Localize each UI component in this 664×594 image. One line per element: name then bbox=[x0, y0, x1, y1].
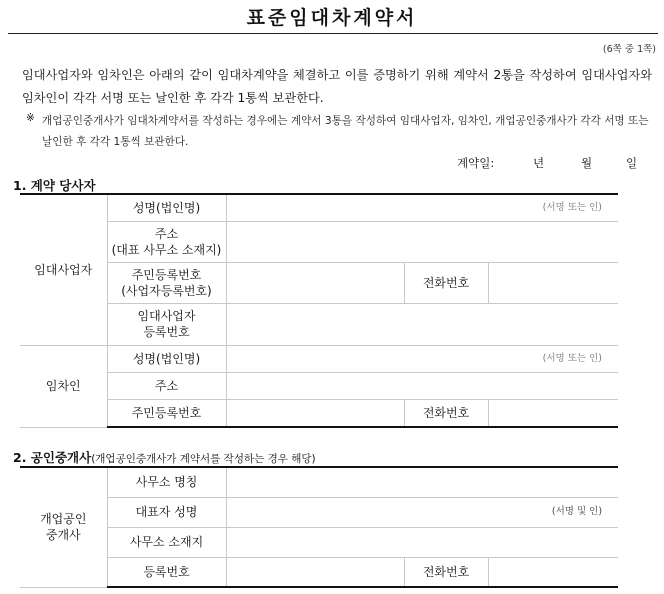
rep-name-field[interactable] bbox=[226, 497, 618, 527]
intro-paragraph: 임대사업자와 임차인은 아래의 같이 임대차계약을 체결하고 이를 증명하기 위해 계약서 2통을 작성하여 임대사업자와 임차인이 각각 서명 또는 날인한 후 각각 1통씩 보관한다. bbox=[22, 68, 652, 105]
rep-name-label: 대표자 성명 bbox=[107, 497, 226, 527]
agent-table bbox=[20, 466, 618, 588]
contract-date-day: 일 bbox=[626, 156, 638, 170]
tenant-phone-label: 전화번호 bbox=[404, 399, 488, 427]
landlord-label: 임대사업자 bbox=[20, 194, 107, 345]
landlord-name-label: 성명(법인명) bbox=[107, 194, 226, 221]
contract-date-month: 월 bbox=[581, 156, 593, 170]
page-indicator: (6쪽 중 1쪽) bbox=[602, 44, 656, 55]
landlord-address-label: 주소 bbox=[154, 226, 179, 241]
agent-sign-hint: (서명 및 인) bbox=[551, 506, 603, 517]
note-paragraph: 개업공인중개사가 임대차계약서를 작성하는 경우에는 계약서 3통을 작성하여 임대사업자, 임차인, 개업공인중개사가 각각 서명 또는 날인한 후 각각 1통씩 보관한다. bbox=[42, 115, 649, 148]
landlord-regno-sublabel: 등록번호 bbox=[143, 325, 190, 339]
agent-label-cell bbox=[20, 467, 107, 587]
note-mark: ※ bbox=[26, 112, 35, 124]
landlord-regno-label: 임대사업자 bbox=[137, 309, 196, 323]
landlord-regno-label-cell bbox=[107, 303, 226, 345]
office-name-label: 사무소 명칭 bbox=[107, 467, 226, 497]
landlord-id-label-cell bbox=[107, 262, 226, 303]
office-address-field[interactable] bbox=[226, 527, 618, 557]
office-name-field[interactable] bbox=[226, 467, 618, 497]
agent-label-line2: 중개사 bbox=[45, 528, 81, 543]
agent-regno-label: 등록번호 bbox=[107, 557, 226, 587]
landlord-id-field[interactable] bbox=[226, 262, 404, 303]
landlord-address-sublabel: (대표 사무소 소재지) bbox=[111, 242, 222, 257]
agent-phone-field[interactable] bbox=[488, 557, 618, 587]
tenant-phone-field[interactable] bbox=[488, 399, 618, 427]
tenant-address-label: 주소 bbox=[107, 372, 226, 399]
tenant-id-field[interactable] bbox=[226, 399, 404, 427]
agent-regno-field[interactable] bbox=[226, 557, 404, 587]
tenant-id-label: 주민등록번호 bbox=[107, 399, 226, 427]
section1-title: 1. 계약 당사자 bbox=[13, 178, 96, 193]
landlord-regno-field[interactable] bbox=[226, 303, 618, 345]
tenant-label: 임차인 bbox=[20, 345, 107, 427]
landlord-address-field[interactable] bbox=[226, 221, 618, 262]
title-divider bbox=[8, 33, 658, 34]
contract-date-year: 년 bbox=[533, 156, 545, 170]
tenant-name-label: 성명(법인명) bbox=[107, 345, 226, 372]
section2-title: 2. 공인중개사 bbox=[13, 450, 92, 465]
tenant-sign-hint: (서명 또는 인) bbox=[542, 352, 602, 364]
landlord-id-label: 주민등록번호 bbox=[131, 267, 202, 282]
section2-heading bbox=[13, 448, 316, 466]
landlord-address-label-cell bbox=[107, 221, 226, 262]
landlord-id-sublabel: (사업자등록번호) bbox=[121, 283, 212, 298]
document-title: 표준임대차계약서 bbox=[246, 7, 418, 29]
office-address-label: 사무소 소재지 bbox=[107, 527, 226, 557]
landlord-phone-field[interactable] bbox=[488, 262, 618, 303]
tenant-address-field[interactable] bbox=[226, 372, 618, 399]
landlord-sign-hint: (서명 또는 인) bbox=[542, 201, 602, 213]
tenant-name-field[interactable] bbox=[226, 345, 618, 372]
agent-phone-label: 전화번호 bbox=[404, 557, 488, 587]
parties-table bbox=[20, 193, 618, 428]
agent-label-line1: 개업공인 bbox=[40, 512, 87, 527]
section2-note: (개업공인중개사가 계약서를 작성하는 경우 해당) bbox=[91, 453, 316, 465]
landlord-phone-label: 전화번호 bbox=[404, 262, 488, 303]
landlord-name-field[interactable] bbox=[226, 194, 618, 221]
contract-date-label: 계약일: bbox=[457, 156, 495, 170]
